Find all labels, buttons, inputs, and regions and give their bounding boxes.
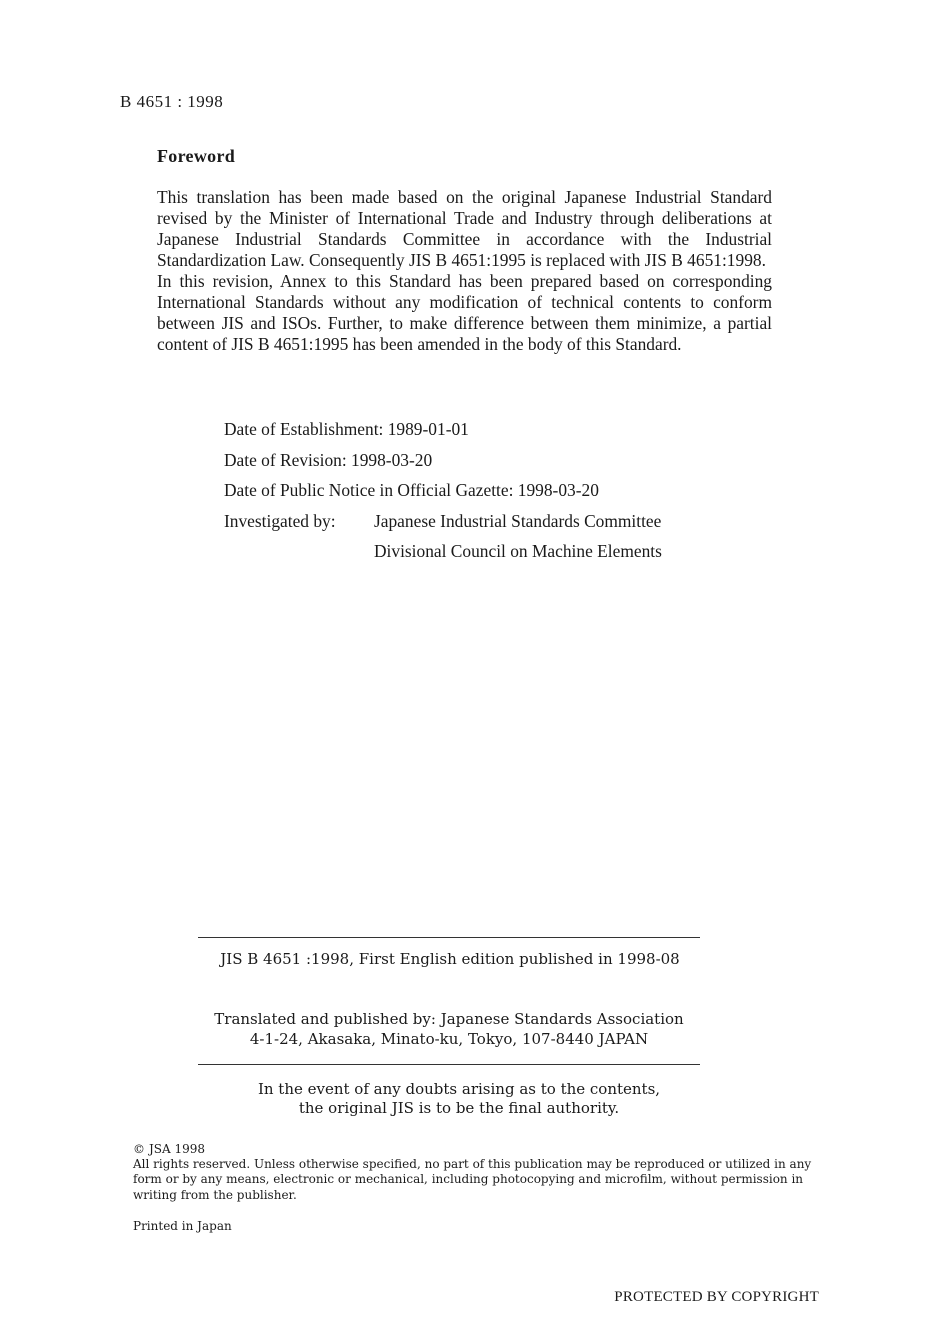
foreword-title: Foreword — [157, 146, 236, 166]
foreword-body — [157, 187, 772, 355]
copyright-owner: JSA 1998 — [149, 1142, 206, 1156]
divider-top — [198, 937, 700, 938]
copyright-block — [133, 1142, 813, 1203]
date-of-public-notice: Date of Public Notice in Official Gazette: 1998-03-20 — [224, 480, 599, 500]
date-of-establishment: Date of Establishment: 1989-01-01 — [224, 419, 469, 439]
page-code: B 4651 : 1998 — [120, 92, 224, 111]
foreword-paragraph-2: In this revision, Annex to this Standard has been prepared based on corresponding International Standards without any modification of technical contents to conform between JIS and ISOs. Further, to make difference between them minimize, a partial content of JIS B 4651:1995 has been amended in the body of this Standard. — [157, 271, 772, 354]
publisher-line-2: 4-1-24, Akasaka, Minato-ku, Tokyo, 107-8440 JAPAN — [249, 1029, 649, 1048]
dates-block — [224, 418, 784, 571]
investigated-line-1: Japanese Industrial Standards Committee — [374, 510, 662, 531]
printed-in: Printed in Japan — [133, 1219, 232, 1233]
copyright-owner-line — [133, 1142, 813, 1157]
authority-notice — [198, 1080, 720, 1118]
publisher-line-1: Translated and published by: Japanese Standards Association — [214, 1010, 684, 1028]
investigated-line-2: Divisional Council on Machine Elements — [374, 541, 662, 561]
investigated-by — [224, 510, 784, 571]
copyright-icon: © — [133, 1142, 145, 1156]
date-of-revision: Date of Revision: 1998-03-20 — [224, 449, 433, 470]
divider-bottom — [198, 1064, 700, 1065]
foreword-paragraph-1: This translation has been made based on the original Japanese Industrial Standard revised by the Minister of International Trade and Industry through deliberations at Japanese Industrial Standards Committee in accordance with the Industrial Standardization Law. Consequently JIS B 4651:1995 is replaced with JIS B 4651:1998. — [157, 187, 772, 270]
authority-line-1: In the event of any doubts arising as to the contents, — [257, 1080, 661, 1098]
edition-line: JIS B 4651 :1998, First English edition published in 1998-08 — [220, 950, 680, 968]
investigated-label: Investigated by: — [224, 510, 336, 531]
publisher-block — [198, 1010, 700, 1049]
protected-by-copyright: PROTECTED BY COPYRIGHT — [614, 1289, 819, 1305]
copyright-rights: All rights reserved. Unless otherwise specified, no part of this publication may be reproduced or utilized in any form or by any means, electronic or mechanical, including photocopying and microfilm, without permission in writing from the publisher. — [133, 1157, 812, 1202]
investigated-bodies — [374, 510, 662, 571]
authority-line-2: the original JIS is to be the final authority. — [298, 1099, 620, 1117]
